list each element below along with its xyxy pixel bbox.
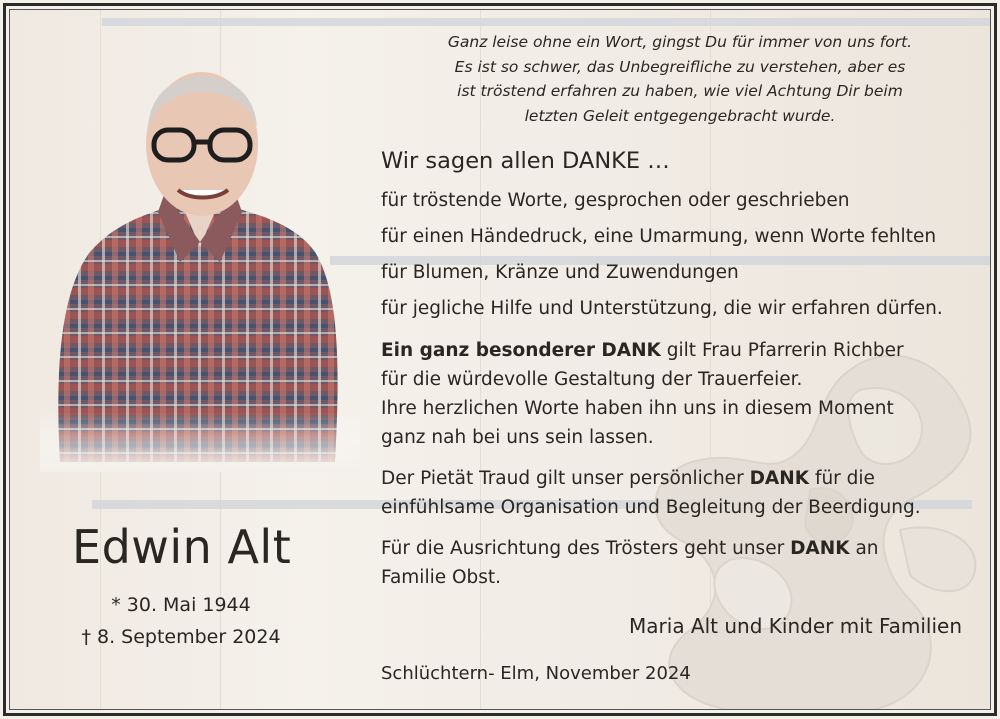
thanks-bold: DANK <box>749 468 810 489</box>
thanks-heading: Wir sagen allen DANKE … <box>381 148 670 174</box>
family-signature: Maria Alt und Kinder mit Familien <box>629 614 962 638</box>
deceased-name: Edwin Alt <box>72 520 292 574</box>
special-thanks-bold: Ein ganz besonderer DANK <box>381 340 661 361</box>
troester-thanks-text: Für die Ausrichtung des Trösters geht unser <box>381 538 791 559</box>
thanks-item: für jegliche Hilfe und Unterstützung, die wir erfahren dürfen. <box>381 298 943 319</box>
place-and-date: Schlüchtern- Elm, November 2024 <box>381 663 691 684</box>
birth-date: * 30. Mai 1944 <box>111 594 251 616</box>
thanks-bold: DANK <box>790 538 850 559</box>
pastor-thanks-line <box>381 340 904 361</box>
undertaker-thanks-text: Der Pietät Traud gilt unser persönlicher <box>381 468 750 489</box>
troester-thanks-line <box>381 538 879 559</box>
pastor-thanks-text: gilt Frau Pfarrerin Richber <box>660 340 904 361</box>
troester-thanks-line: Familie Obst. <box>381 567 502 588</box>
photo-fade <box>40 72 360 472</box>
portrait-photo <box>40 72 360 472</box>
thanks-item: für tröstende Worte, gesprochen oder geschrieben <box>381 190 850 211</box>
undertaker-thanks-text: für die <box>809 468 875 489</box>
undertaker-thanks-line <box>381 468 875 489</box>
troester-thanks-text: an <box>849 538 879 559</box>
thanks-item: für einen Händedruck, eine Umarmung, wenn Worte fehlten <box>381 226 937 247</box>
poem-line: letzten Geleit entgegengebracht wurde. <box>524 106 836 125</box>
pastor-thanks-line: ganz nah bei uns sein lassen. <box>381 427 654 448</box>
poem-line: Es ist so schwer, das Unbegreifliche zu verstehen, aber es <box>454 57 906 76</box>
undertaker-thanks-line: einfühlsame Organisation und Begleitung der Beerdigung. <box>381 497 921 518</box>
pastor-thanks-line: für die würdevolle Gestaltung der Trauerfeier. <box>381 369 803 390</box>
pastor-thanks-line: Ihre herzlichen Worte haben ihn uns in diesem Moment <box>381 398 894 419</box>
poem-line: Ganz leise ohne ein Wort, gingst Du für immer von uns fort. <box>447 33 913 51</box>
poem <box>380 30 980 128</box>
death-date: † 8. September 2024 <box>81 626 281 648</box>
poem-line: ist tröstend erfahren zu haben, wie viel Achtung Dir beim <box>457 82 903 100</box>
thanks-item: für Blumen, Kränze und Zuwendungen <box>381 262 739 283</box>
